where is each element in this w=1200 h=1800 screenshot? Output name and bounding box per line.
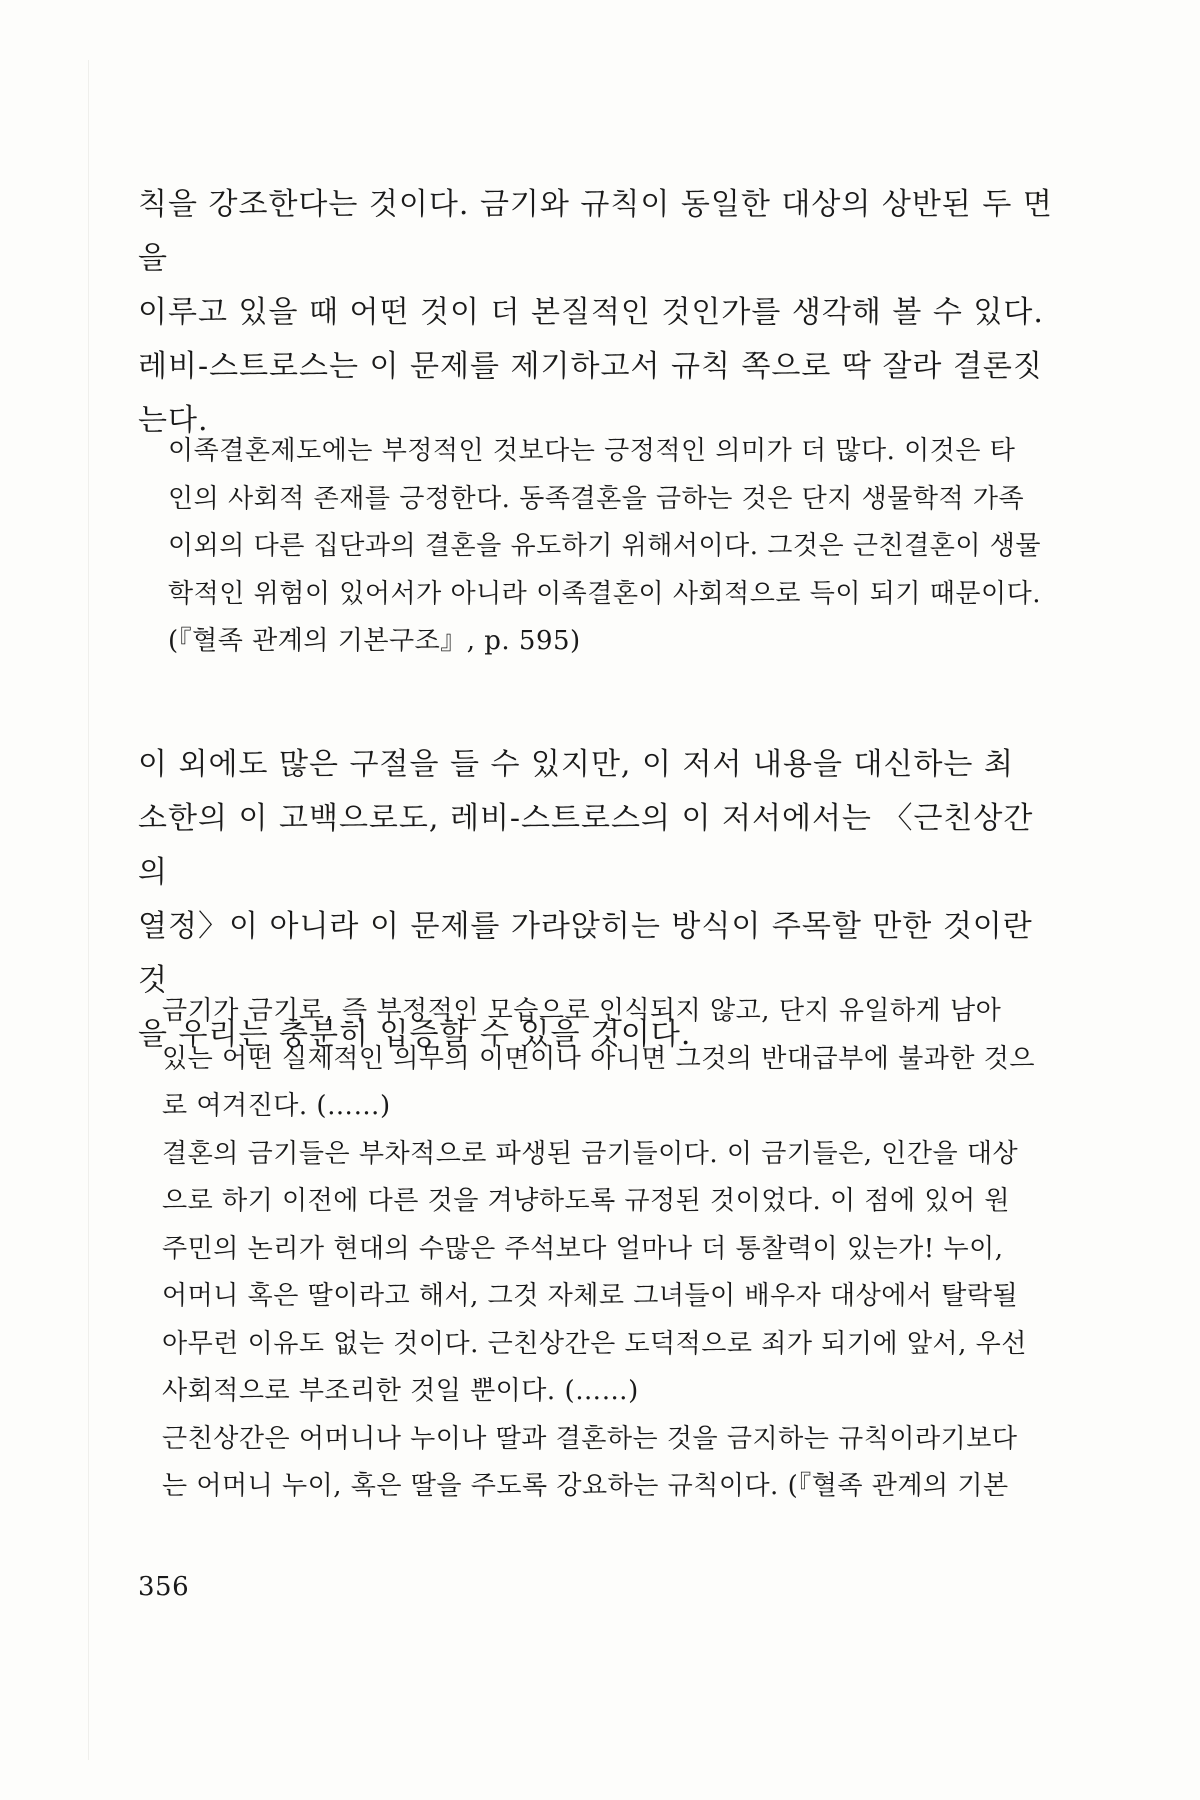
body-paragraph-2: 이 외에도 많은 구절을 들 수 있지만, 이 저서 내용을 대신하는 최 소한의 이 고백으로도, 레비-스트로스의 이 저서에서는 〈근친상간의 열정〉이 아니라 이 문제를 가라앉히는 방식이 주목할 만한 것이란 것 을 우리는 충분히 입증할 수 있을 것이다. (138, 747, 1034, 1052)
block-quote-1: 이족결혼제도에는 부정적인 것보다는 긍정적인 의미가 더 많다. 이것은 타 인의 사회적 존재를 긍정한다. 동족결혼을 금하는 것은 단지 생물학적 가족 이외의 다른 집단과의 결혼을 유도하기 위해서이다. 그것은 근친결혼이 생물 학적인 위험이 있어서가 아니라 이족결혼이 사회적으로 득이 되기 때문이다. (『혈족 관계의 기본구조』, p. 595) (168, 436, 1041, 656)
body-paragraph-1: 칙을 강조한다는 것이다. 금기와 규칙이 동일한 대상의 상반된 두 면을 이루고 있을 때 어떤 것이 더 본질적인 것인가를 생각해 볼 수 있다. 레비-스트로스는 이 문제를 제기하고서 규칙 쪽으로 딱 잘라 결론짓 는다. (138, 187, 1053, 438)
block-quote-2: 금기가 금기로, 즉 부정적인 모습으로 인식되지 않고, 단지 유일하게 남아 있는 어떤 실제적인 의무의 이면이나 아니면 그것의 반대급부에 불과한 것으 로 여겨진다. (……) 결혼의 금기들은 부차적으로 파생된 금기들이다. 이 금기들은, 인간을 대상 으로 하기 이전에 다른 것을 겨냥하도록 규정된 것이었다. 이 점에 있어 원 주민의 논리가 현대의 수많은 주석보다 얼마나 더 통찰력이 있는가! 누이, 어머니 혹은 딸이라고 해서, 그것 자체로 그녀들이 배우자 대상에서 탈락될 아무런 이유도 없는 것이다. 근친상간은 도덕적으로 죄가 되기에 앞서, 우선 사회적으로 부조리한 것일 뿐이다. (……) 근친상간은 어머니나 누이나 딸과 결혼하는 것을 금지하는 규칙이라기보다 는 어머니 누이, 혹은 딸을 주도록 강요하는 규칙이다. (『혈족 관계의 기본 (162, 996, 1035, 1501)
page-number: 356 (138, 1572, 190, 1602)
page-gutter-shadow (88, 60, 89, 1760)
